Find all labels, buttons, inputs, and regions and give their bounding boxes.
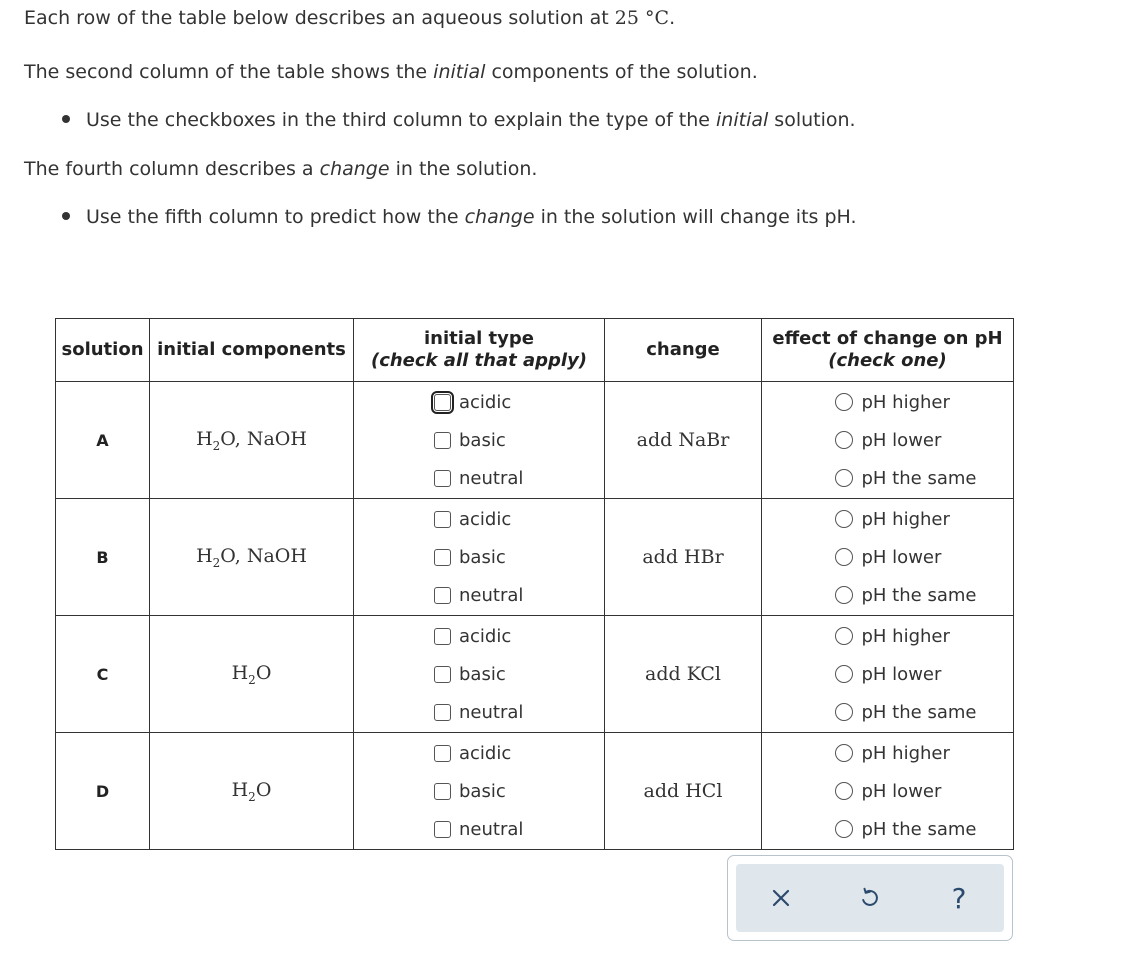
option-label: acidic [459, 625, 512, 647]
header-effect-title: effect of change on pH [772, 328, 1003, 349]
temperature-value: 25 °C [614, 7, 670, 29]
radio[interactable] [835, 393, 853, 411]
initial-type-cell [354, 499, 605, 616]
clear-button[interactable] [759, 876, 803, 920]
intro-text: solution. [768, 109, 856, 131]
type-option-basic[interactable] [434, 421, 506, 459]
checkbox[interactable] [434, 511, 451, 528]
solution-label: D [56, 733, 150, 850]
type-option-neutral[interactable] [434, 810, 523, 848]
option-label: acidic [459, 391, 512, 413]
intro-text: The fourth column describes a [24, 158, 320, 180]
option-label: neutral [459, 818, 524, 840]
component-text: O [255, 661, 272, 684]
type-option-acidic[interactable] [434, 617, 511, 655]
type-option-basic[interactable] [434, 655, 506, 693]
checkbox[interactable] [434, 745, 451, 762]
option-label: pH lower [861, 780, 942, 802]
radio[interactable] [835, 820, 853, 838]
initial-components [150, 499, 354, 616]
intro-text: in the solution. [389, 158, 538, 180]
component-text: H [196, 427, 213, 450]
component-subscript: 2 [248, 789, 256, 804]
radio[interactable] [835, 782, 853, 800]
table-header-row [56, 319, 1014, 382]
change-cell: add HBr [605, 499, 762, 616]
effect-option-higher[interactable] [835, 383, 950, 421]
option-label: pH lower [861, 429, 942, 451]
component-subscript: 2 [212, 438, 221, 453]
header-solution: solution [56, 319, 150, 382]
option-label: pH lower [861, 663, 942, 685]
header-components: initial components [150, 319, 354, 382]
checkbox[interactable] [434, 432, 451, 449]
intro-text: Each row of the table below describes an aqueous solution at [24, 7, 615, 29]
option-label: pH higher [861, 391, 950, 413]
initial-components [150, 733, 354, 850]
checkbox[interactable] [434, 628, 451, 645]
component-text: H [231, 661, 249, 684]
effect-option-same[interactable] [835, 576, 977, 614]
checkbox[interactable] [434, 587, 451, 604]
option-label: pH the same [861, 818, 977, 840]
change-cell: add HCl [605, 733, 762, 850]
header-effect [762, 319, 1014, 382]
radio[interactable] [835, 744, 853, 762]
checkbox[interactable] [434, 666, 451, 683]
radio[interactable] [835, 548, 853, 566]
option-label: pH lower [861, 546, 942, 568]
table-row [56, 733, 1014, 850]
undo-button[interactable] [848, 876, 892, 920]
initial-components [150, 616, 354, 733]
checkbox[interactable] [434, 470, 451, 487]
component-text: O, NaOH [220, 544, 307, 567]
component-subscript: 2 [248, 672, 256, 687]
intro-text: in the solution will change its pH. [534, 206, 857, 228]
radio[interactable] [835, 469, 853, 487]
option-label: pH the same [861, 584, 977, 606]
intro-text: Use the fifth column to predict how the [86, 206, 465, 228]
intro-text: components of the solution. [485, 61, 758, 83]
intro-bullet-1 [62, 108, 856, 132]
intro-emphasis: initial [433, 61, 486, 83]
header-initial-type [354, 319, 605, 382]
header-effect-sub: (check one) [828, 350, 947, 371]
component-subscript: 2 [212, 555, 221, 570]
option-label: basic [459, 546, 506, 568]
solution-label: C [56, 616, 150, 733]
change-cell: add NaBr [605, 382, 762, 499]
checkbox[interactable] [434, 783, 451, 800]
effect-option-higher[interactable] [835, 500, 950, 538]
option-label: basic [459, 780, 506, 802]
effect-option-same[interactable] [835, 810, 977, 848]
component-text: H [196, 544, 213, 567]
solutions-table [55, 318, 1014, 850]
radio[interactable] [835, 510, 853, 528]
initial-type-cell [354, 382, 605, 499]
option-label: pH higher [861, 625, 950, 647]
bullet-icon [62, 212, 70, 220]
component-text: O [255, 778, 272, 801]
intro-text: The second column of the table shows the [24, 61, 434, 83]
effect-option-higher[interactable] [835, 734, 950, 772]
table-row [56, 499, 1014, 616]
type-option-basic[interactable] [434, 538, 506, 576]
help-button[interactable] [937, 876, 981, 920]
option-label: pH the same [861, 467, 977, 489]
help-icon [947, 883, 971, 913]
radio[interactable] [835, 703, 853, 721]
intro-bullet-2 [62, 205, 857, 229]
checkbox[interactable] [434, 821, 451, 838]
option-label: acidic [459, 508, 512, 530]
radio[interactable] [835, 627, 853, 645]
intro-line-2 [24, 60, 758, 84]
header-initial-type-sub: (check all that apply) [370, 350, 588, 371]
radio[interactable] [835, 665, 853, 683]
effect-option-lower[interactable] [835, 421, 942, 459]
option-label: basic [459, 663, 506, 685]
type-option-acidic[interactable] [434, 500, 511, 538]
option-label: pH higher [861, 508, 950, 530]
intro-text: Use the checkboxes in the third column to explain the type of the [86, 109, 717, 131]
type-option-neutral[interactable] [434, 693, 523, 731]
type-option-acidic[interactable] [434, 383, 511, 421]
effect-cell [762, 733, 1014, 850]
option-label: pH higher [861, 742, 950, 764]
intro-line-3 [24, 157, 537, 181]
effect-cell [762, 382, 1014, 499]
option-label: pH the same [861, 701, 977, 723]
effect-option-lower[interactable] [835, 772, 942, 810]
checkbox[interactable] [434, 704, 451, 721]
change-cell: add KCl [605, 616, 762, 733]
effect-option-lower[interactable] [835, 655, 942, 693]
undo-icon [858, 886, 882, 910]
component-text: H [231, 778, 249, 801]
type-option-neutral[interactable] [434, 576, 523, 614]
initial-type-cell [354, 733, 605, 850]
type-option-basic[interactable] [434, 772, 506, 810]
component-text: O, NaOH [220, 427, 307, 450]
option-label: neutral [459, 701, 524, 723]
table-row [56, 382, 1014, 499]
radio[interactable] [835, 431, 853, 449]
header-change: change [605, 319, 762, 382]
intro-emphasis: change [319, 158, 390, 180]
radio[interactable] [835, 586, 853, 604]
table-row [56, 616, 1014, 733]
effect-cell [762, 499, 1014, 616]
type-option-neutral[interactable] [434, 459, 523, 497]
intro-text: . [669, 7, 676, 29]
bullet-icon [62, 115, 70, 123]
intro-line-1 [24, 6, 675, 30]
action-panel [727, 855, 1013, 941]
close-icon [770, 887, 792, 909]
checkbox[interactable] [434, 549, 451, 566]
option-label: acidic [459, 742, 512, 764]
solution-label: B [56, 499, 150, 616]
help-glyph: ? [951, 883, 967, 913]
effect-option-higher[interactable] [835, 617, 950, 655]
initial-components [150, 382, 354, 499]
effect-option-same[interactable] [835, 693, 977, 731]
solution-label: A [56, 382, 150, 499]
option-label: neutral [459, 584, 524, 606]
intro-emphasis: change [464, 206, 535, 228]
type-option-acidic[interactable] [434, 734, 511, 772]
effect-option-same[interactable] [835, 459, 977, 497]
intro-emphasis: initial [716, 109, 769, 131]
effect-option-lower[interactable] [835, 538, 942, 576]
checkbox[interactable] [434, 394, 451, 411]
header-initial-type-title: initial type [424, 328, 534, 349]
option-label: neutral [459, 467, 524, 489]
effect-cell [762, 616, 1014, 733]
initial-type-cell [354, 616, 605, 733]
action-toolbar [736, 864, 1004, 932]
option-label: basic [459, 429, 506, 451]
